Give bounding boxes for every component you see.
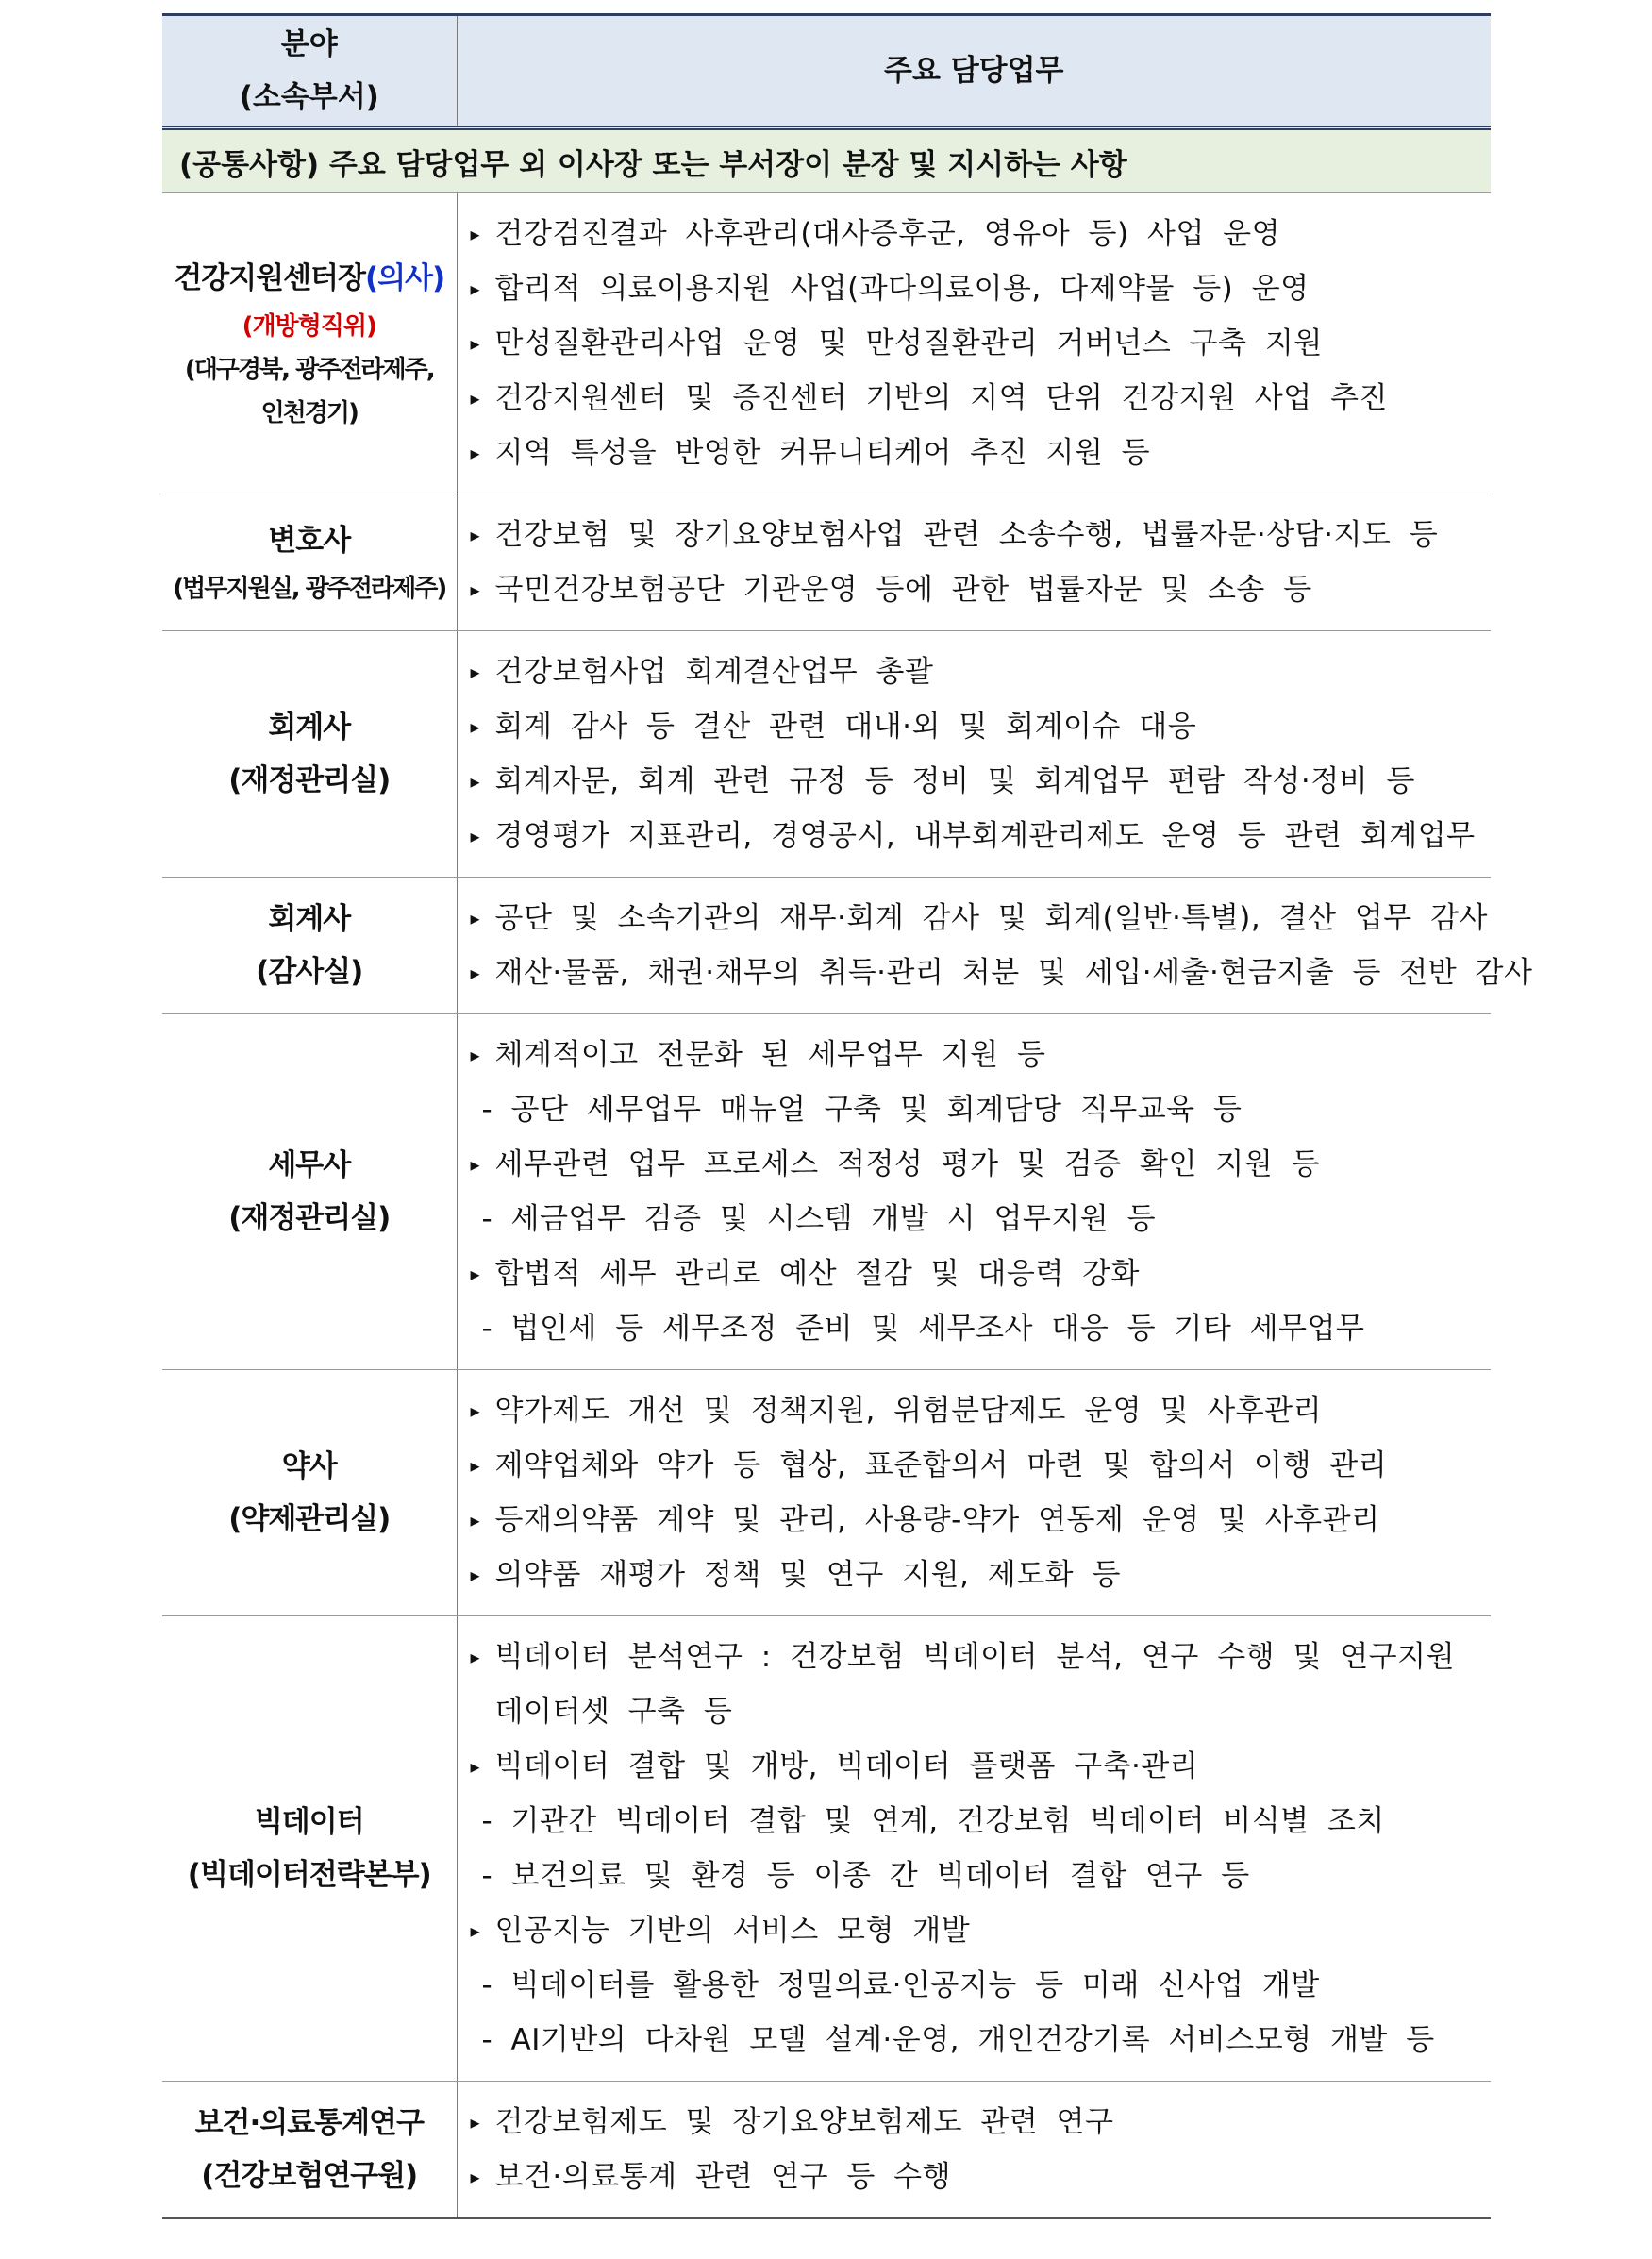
bullet-triangle-icon: ▸: [470, 907, 481, 929]
bullet-triangle-icon: ▸: [470, 1646, 481, 1668]
duty-item: ▸ 인공지능 기반의 서비스 모형 개발: [471, 1903, 1492, 1958]
bullet-triangle-icon: ▸: [470, 2166, 481, 2188]
table-row: [162, 878, 1491, 1014]
field-title: 약사: [281, 1449, 337, 1483]
duties-cell: [457, 494, 1491, 631]
field-dept: (재정관리실): [228, 1201, 391, 1235]
field-dept: (법무지원실, 광주전라제주): [173, 575, 446, 603]
duty-item: ▸ 경영평가 지표관리, 경영공시, 내부회계관리제도 운영 등 관련 회계업무: [471, 809, 1492, 863]
duty-item: ▸ 빅데이터 결합 및 개방, 빅데이터 플랫폼 구축·관리: [471, 1739, 1492, 1794]
duty-item: ▸ 지역 특성을 반영한 커뮤니티케어 추진 지원 등: [471, 426, 1492, 480]
duty-item: ▸ 체계적이고 전문화 된 세무업무 지원 등: [471, 1028, 1492, 1082]
duty-item: ▸ 건강보험사업 회계결산업무 총괄: [471, 644, 1492, 699]
field-title-blue: (의사): [364, 261, 445, 295]
duty-subitem: - 기관간 빅데이터 결합 및 연계, 건강보험 빅데이터 비식별 조치: [481, 1804, 1385, 1838]
duty-item: ▸ 재산·물품, 채권·채무의 취득·관리 처분 및 세입·세출·현금지출 등 전반 감사: [471, 945, 1492, 1000]
bullet-triangle-icon: ▸: [470, 332, 481, 355]
field-cell: [162, 1616, 457, 2082]
bullet-triangle-icon: ▸: [470, 2111, 481, 2134]
duties-cell: [457, 1616, 1491, 2082]
common-note: (공통사항) 주요 담당업무 외 이사장 또는 부서장이 분장 및 지시하는 사항: [162, 128, 1491, 193]
bullet-triangle-icon: ▸: [470, 524, 481, 546]
field-dept: (건강보험연구원): [201, 2159, 418, 2193]
field-dept: (재정관리실): [228, 763, 391, 797]
duty-subitem: - 보건의료 및 환경 등 이종 간 빅데이터 결합 연구 등: [481, 1859, 1250, 1893]
table-row: [162, 1014, 1491, 1370]
bullet-triangle-icon: ▸: [470, 825, 481, 847]
duty-item: ▸ 세무관련 업무 프로세스 적정성 평가 및 검증 확인 지원 등: [471, 1137, 1492, 1192]
bullet-triangle-icon: ▸: [470, 1263, 481, 1285]
bullet-triangle-icon: ▸: [470, 1509, 481, 1531]
bullet-triangle-icon: ▸: [470, 1153, 481, 1176]
duty-item: ▸ 약가제도 개선 및 정책지원, 위험분담제도 운영 및 사후관리: [471, 1383, 1492, 1438]
duty-item: ▸ 합리적 의료이용지원 사업(과다의료이용, 다제약물 등) 운영: [471, 261, 1492, 316]
field-cell: [162, 494, 457, 631]
duty-item: ▸ 건강보험제도 및 장기요양보험제도 관련 연구: [471, 2095, 1492, 2150]
duty-item: ▸ 제약업체와 약가 등 협상, 표준합의서 마련 및 합의서 이행 관리: [471, 1438, 1492, 1493]
table-row: [162, 494, 1491, 631]
field-cell: [162, 1014, 457, 1370]
field-note-red: (개방형직위): [242, 312, 376, 341]
field-title-text: 건강지원센터장: [174, 261, 365, 295]
field-title: 빅데이터: [254, 1805, 364, 1839]
duties-cell: [457, 2082, 1491, 2219]
bullet-triangle-icon: ▸: [470, 1919, 481, 1942]
bullet-triangle-icon: ▸: [470, 277, 481, 300]
duty-item: ▸ 만성질환관리사업 운영 및 만성질환관리 거버넌스 구축 지원: [471, 316, 1492, 371]
duty-item: ▸ 빅데이터 분석연구 : 건강보험 빅데이터 분석, 연구 수행 및 연구지원: [471, 1630, 1492, 1684]
header-field: [162, 15, 457, 128]
table-row: [162, 2082, 1491, 2219]
duty-table: [162, 13, 1533, 2219]
bullet-triangle-icon: ▸: [470, 223, 481, 245]
header-duties: 주요 담당업무: [457, 15, 1491, 128]
duty-item-continued: 데이터셋 구축 등: [494, 1695, 733, 1729]
duty-item: ▸ 등재의약품 계약 및 관리, 사용량-약가 연동제 운영 및 사후관리: [471, 1493, 1492, 1548]
field-title: 보건·의료통계연구: [194, 2106, 424, 2140]
bullet-triangle-icon: ▸: [470, 770, 481, 793]
duty-item: ▸ 회계 감사 등 결산 관련 대내·외 및 회계이슈 대응: [471, 699, 1492, 754]
field-title: 회계사: [268, 711, 351, 745]
duties-cell: [457, 193, 1491, 494]
table-row: [162, 1616, 1491, 2082]
duty-item: ▸ 건강보험 및 장기요양보험사업 관련 소송수행, 법률자문·상담·지도 등: [471, 508, 1492, 562]
field-dept: (약제관리실): [228, 1502, 391, 1536]
field-dept-2: 인천경기): [260, 399, 358, 427]
field-dept: (감사실): [256, 955, 363, 989]
bullet-triangle-icon: ▸: [470, 962, 481, 984]
bullet-triangle-icon: ▸: [470, 578, 481, 601]
bullet-triangle-icon: ▸: [470, 387, 481, 410]
duties-cell: [457, 1014, 1491, 1370]
bullet-triangle-icon: ▸: [470, 1755, 481, 1778]
header-field-line2: (소속부서): [239, 80, 379, 114]
table-row: [162, 631, 1491, 878]
duty-subitem: - 법인세 등 세무조정 준비 및 세무조사 대응 등 기타 세무업무: [481, 1312, 1365, 1346]
field-title: 변호사: [268, 524, 351, 558]
duties-cell: [457, 878, 1533, 1014]
duty-item: ▸ 합법적 세무 관리로 예산 절감 및 대응력 강화: [471, 1247, 1492, 1301]
duty-subitem: - 공단 세무업무 매뉴얼 구축 및 회계담당 직무교육 등: [481, 1093, 1243, 1127]
duty-subitem: - 세금업무 검증 및 시스템 개발 시 업무지원 등: [481, 1202, 1157, 1236]
duty-item: ▸ 건강지원센터 및 증진센터 기반의 지역 단위 건강지원 사업 추진: [471, 371, 1492, 426]
field-title: 회계사: [268, 902, 351, 936]
duties-cell: [457, 631, 1491, 878]
duty-item: ▸ 국민건강보험공단 기관운영 등에 관한 법률자문 및 소송 등: [471, 562, 1492, 617]
field-dept-1: (대구경북, 광주전라제주,: [184, 356, 434, 384]
duty-item: ▸ 의약품 재평가 정책 및 연구 지원, 제도화 등: [471, 1548, 1492, 1602]
bullet-triangle-icon: ▸: [470, 1044, 481, 1066]
header-field-line1: 분야: [280, 27, 338, 61]
field-cell: [162, 193, 457, 494]
field-cell: [162, 631, 457, 878]
header-row: [162, 15, 1491, 128]
duty-item: ▸ 보건·의료통계 관련 연구 등 수행: [471, 2150, 1492, 2204]
table-row: [162, 1370, 1491, 1616]
duty-item: ▸ 건강검진결과 사후관리(대사증후군, 영유아 등) 사업 운영: [471, 207, 1492, 261]
bullet-triangle-icon: ▸: [470, 1399, 481, 1422]
bullet-triangle-icon: ▸: [470, 661, 481, 683]
field-dept: (빅데이터전략본부): [187, 1858, 431, 1892]
duty-document: [162, 13, 1533, 2219]
bullet-triangle-icon: ▸: [470, 442, 481, 464]
bullet-triangle-icon: ▸: [470, 1564, 481, 1586]
table-row: [162, 193, 1491, 494]
field-cell: [162, 1370, 457, 1616]
field-cell: [162, 2082, 457, 2219]
duty-subitem: - AI기반의 다차원 모델 설계·운영, 개인건강기록 서비스모형 개발 등: [481, 2023, 1435, 2057]
field-title: 세무사: [268, 1148, 351, 1182]
duties-cell: [457, 1370, 1491, 1616]
bullet-triangle-icon: ▸: [470, 1454, 481, 1477]
duty-item: ▸ 회계자문, 회계 관련 규정 등 정비 및 회계업무 편람 작성·정비 등: [471, 754, 1492, 809]
duty-item: ▸ 공단 및 소속기관의 재무·회계 감사 및 회계(일반·특별), 결산 업무 감사: [471, 891, 1492, 945]
field-cell: [162, 878, 457, 1014]
duty-subitem: - 빅데이터를 활용한 정밀의료·인공지능 등 미래 신사업 개발: [481, 1968, 1320, 2002]
field-title: [162, 252, 457, 305]
bullet-triangle-icon: ▸: [470, 715, 481, 738]
common-row: [162, 128, 1491, 193]
